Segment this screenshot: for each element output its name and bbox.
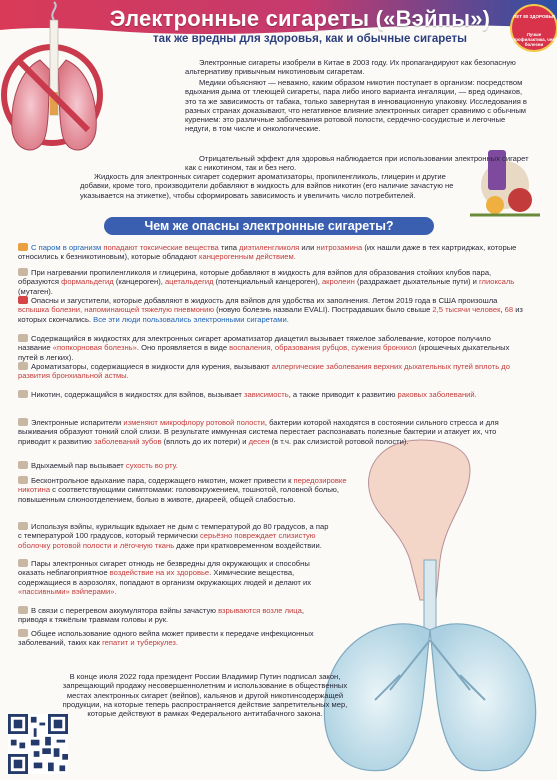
qr-code[interactable] bbox=[8, 714, 68, 774]
section-heading: Чем же опасны электронные сигареты? bbox=[104, 217, 434, 235]
hazard-text: 2,5 тысячи человек bbox=[432, 305, 501, 315]
hazard-text: Все эти люди пользовались электронными сигаретами. bbox=[93, 314, 289, 324]
health-logo bbox=[510, 4, 557, 52]
hazard-text: формальдегид bbox=[61, 277, 114, 287]
hazard-text: воспаления, образования рубцов, сужения бронхиол bbox=[229, 343, 417, 353]
hazard-item bbox=[18, 606, 318, 625]
hazard-item bbox=[18, 476, 358, 504]
hazard-item bbox=[18, 268, 523, 296]
hazard-text: аллергические заболевания верхних дыхательных путей вплоть до развития бронхиальной астмы. bbox=[18, 362, 510, 381]
hazard-text: Бесконтрольное вдыхание пара, содержащего никотин, может привести к bbox=[31, 476, 294, 485]
hazard-text: , bbox=[500, 305, 505, 315]
hazard-item bbox=[18, 390, 523, 399]
bullet-icon bbox=[18, 418, 28, 426]
hazard-text: Содержащийся в жидкостях для электронных сигарет ароматизатор диацетил вызывает тяжелое заболевание, которое получило название bbox=[18, 334, 491, 353]
hazard-text: канцерогенным действием. bbox=[199, 252, 296, 262]
hazard-text: Вдыхаемый пар вызывает bbox=[31, 461, 126, 470]
hazard-text: ацетальдегид bbox=[164, 277, 214, 287]
bullet-icon bbox=[18, 390, 28, 398]
hazard-text: попадают токсические вещества bbox=[103, 243, 219, 252]
hazard-text: заболеваний зубов bbox=[93, 436, 162, 446]
bullet-icon bbox=[18, 268, 28, 276]
hazard-item bbox=[18, 559, 323, 597]
bullet-icon bbox=[18, 606, 28, 614]
hazard-text: диэтиленгликоля bbox=[239, 243, 300, 252]
hazard-text: передозировке никотина bbox=[18, 476, 347, 495]
intro-paragraph-1: Электронные сигареты изобрели в Китае в 2003 году. Их пропагандируют как безопасную альтернативу привычным никотиновым сигаретам. bbox=[185, 58, 516, 77]
hazard-text: (вплоть до их потери) и bbox=[161, 436, 249, 446]
hazard-item bbox=[18, 461, 358, 470]
intro-paragraph-4: Жидкость для электронных сигарет содержит ароматизаторы, пропиленгликоль, глицерин и другие добавки, кроме того, производители добавляют в жидкость для вэйпов никотин (его наличие зачастую не указывается на этикетке), чтобы сформировать зависимость и увеличить число потребителей. bbox=[80, 172, 454, 200]
logo-text-top: ЛЕТ 80 ЗДОРОВЬЯ bbox=[513, 14, 555, 19]
hazard-text: глиоксаль bbox=[478, 277, 515, 287]
hazard-text: типа bbox=[218, 243, 240, 252]
hazard-item bbox=[18, 334, 523, 362]
page-subtitle: так же вредны для здоровья, как и обычные сигареты bbox=[153, 33, 467, 45]
hazard-text: (потенциальный канцероген), bbox=[213, 277, 322, 287]
bullet-icon bbox=[18, 476, 28, 484]
hazard-text: Пары электронных сигарет отнюдь не безвредны для окружающих и способны оказать неблагоприятное bbox=[18, 559, 310, 578]
hazard-text: , бактерии которой находятся в состоянии сильного стресса и для выживания образуют тонкий слой слизи. В результате иммунная система перестает распознавать полезные бактерии и атакует их, что приводит к развитию bbox=[18, 418, 499, 446]
hazard-text: нитрозамина bbox=[316, 243, 363, 252]
hazard-text: . Химические вещества, содержащиеся в аэрозолях, попадают в организм окружающих людей и делают их bbox=[18, 568, 312, 587]
hazard-text: зависимость bbox=[244, 390, 289, 399]
hazard-text: . Оно проявляется в виде bbox=[136, 343, 230, 353]
bullet-icon bbox=[18, 461, 28, 469]
hazard-text: (их нашли даже в тех картриджах, которые относились к безникотиновым), которые обладают bbox=[18, 243, 517, 262]
hazard-text: сухость во рту. bbox=[125, 461, 178, 470]
hazard-text: Никотин, содержащийся в жидкостях для вэйпов, вызывает bbox=[31, 390, 244, 399]
hazard-text: раковых заболеваний. bbox=[397, 390, 477, 399]
hazard-text: С паром в организм bbox=[31, 243, 104, 252]
hazard-item bbox=[18, 362, 523, 381]
bullet-icon bbox=[18, 243, 28, 251]
hazard-item bbox=[18, 522, 333, 550]
hazard-text: серьёзно повреждает слизистую оболочку ротовой полости и лёгочную ткань bbox=[18, 531, 316, 550]
hazard-text: , а также приводит к развитию bbox=[288, 390, 398, 399]
intro-paragraph-2: Медики объясняют — неважно, каким образом никотин поступает в организм: посредством вдыхания дыма от тлеющей сигареты, пара либо иного варианта ингаляции, — вред одинаков, это та же зависимость от табака, только завернутая в инновационную упаковку. Исследования в разных странах доказывают, что негативное влияние электронных сигарет сравнимо с обычным курением: это различные заболевания ротовой полости, сердечно-сосудистые и легочные недуги, в том числе и онкологические. bbox=[185, 78, 527, 134]
hazard-text: акролеин bbox=[321, 277, 355, 287]
hazard-text: 68 bbox=[504, 305, 514, 315]
hazard-text: десен bbox=[248, 436, 270, 446]
hazard-text: или bbox=[299, 243, 317, 252]
bullet-icon bbox=[18, 334, 28, 342]
bullet-icon bbox=[18, 629, 28, 637]
hazard-text: (мутаген). bbox=[18, 286, 53, 296]
hazard-text: гепатит и туберкулез. bbox=[102, 638, 179, 648]
bullet-icon bbox=[18, 362, 28, 370]
hazard-text: изменяют микрофлору ротовой полости bbox=[123, 418, 265, 427]
intro-paragraph-3: Отрицательный эффект для здоровья наблюдается при использовании электронных сигарет как с никотином, так и без него. bbox=[185, 154, 529, 173]
hazard-text: (раздражает дыхательные пути) и bbox=[354, 277, 479, 287]
logo-text-bottom: Лучше профилактика, чем болезни bbox=[512, 32, 556, 47]
hazard-text: Ароматизаторы, содержащиеся в жидкости для курения, вызывают bbox=[31, 362, 272, 371]
hazard-text: При нагревании пропиленгликоля и глицерина, которые добавляют в жидкость для вэйпов для образования стойких клубов пара, образуются bbox=[18, 268, 492, 287]
hazard-text: (в т.ч. рак слизистой ротовой полости). bbox=[269, 436, 409, 446]
hazard-text: «попкорновая болезнь» bbox=[52, 343, 137, 353]
hazard-text: (канцероген), bbox=[113, 277, 165, 287]
bullet-icon bbox=[18, 559, 28, 567]
hazard-text: Электронные испарители bbox=[31, 418, 124, 427]
hazard-text: (новую болезнь назвали EVALI). Пострадавших было свыше bbox=[214, 305, 433, 315]
hazard-text: взрываются возле лица bbox=[218, 606, 302, 615]
hazard-text: «пассивными» вэйперами». bbox=[18, 587, 117, 597]
hazard-text: Опасны и загустители, которые добавляют в жидкость для вэйпов для удобства их заполнения. Летом 2019 года в США произошла bbox=[31, 296, 498, 305]
hazard-text: , приводя к тяжёлым травмам головы и рук. bbox=[18, 606, 304, 625]
hazard-text: В связи с перегревом аккумулятора вэйпы зачастую bbox=[31, 606, 219, 615]
hazard-item bbox=[18, 243, 523, 262]
bullet-icon bbox=[18, 522, 28, 530]
page-title: Электронные сигареты («Вэйпы») bbox=[109, 6, 491, 31]
hazard-text: из которых скончались. bbox=[18, 305, 523, 324]
hazard-text: с соответствующими симптомами: головокружением, тошнотой, головной болью, повышенным слюноотделением, болью в животе, диареей, общей слабостью. bbox=[18, 485, 339, 504]
hazard-item bbox=[18, 418, 523, 446]
hazard-text: вспышка болезни, напоминающей тяжелую пневмонию bbox=[18, 305, 215, 315]
bullet-icon bbox=[18, 296, 28, 304]
hazard-text: воздействие на их здоровье bbox=[109, 568, 210, 578]
closing-paragraph: В конце июля 2022 года президент России Владимир Путин подписал закон, запрещающий продажу несовершеннолетним и использование в общественных местах электронных сигарет (вейпов), кальянов и другой никотинсодержащей продукции, на которые теперь распространяется действие запретительных мер, которые действуют в рамках Федерального антитабачного закона. bbox=[62, 672, 348, 719]
hazard-item bbox=[18, 629, 318, 648]
hazard-text: (крошечных дыхательных путей в легких). bbox=[18, 343, 510, 362]
hazard-text: Общее использование одного вейпа может привести к передаче инфекционных заболеваний, таких как bbox=[18, 629, 314, 648]
hazard-text: даже при кратковременном воздействии. bbox=[174, 540, 322, 550]
hazard-text: Используя вэйпы, курильщик вдыхает не дым с температурой до 80 градусов, а пар с температурой 100 градусов, который термически bbox=[18, 522, 329, 541]
hazard-item bbox=[18, 296, 523, 324]
